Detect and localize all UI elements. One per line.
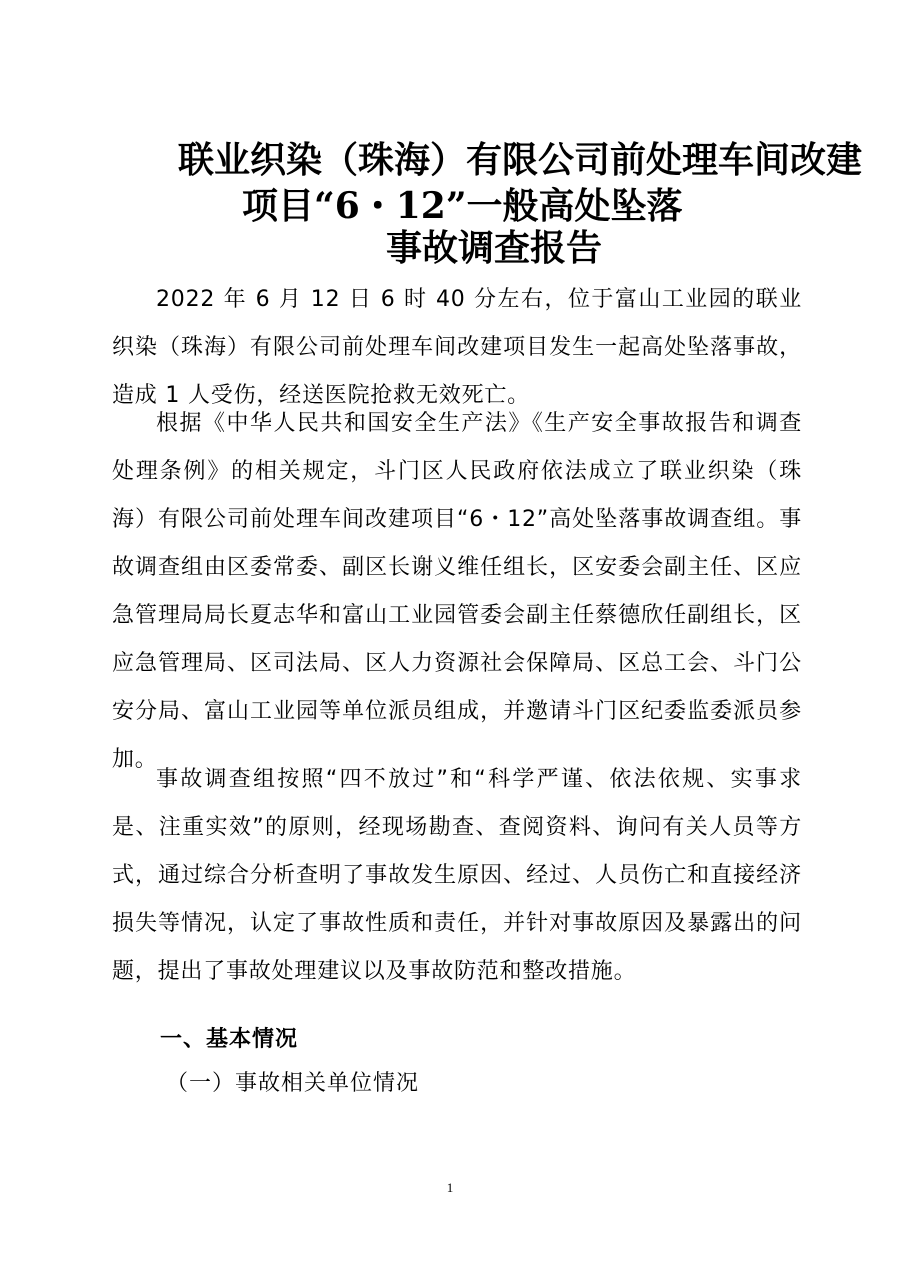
page-number: 1 bbox=[446, 1180, 454, 1195]
body-paragraph: 根据《中华人民共和国安全生产法》《生产安全事故报告和调查处理条例》的相关规定，斗门区人民政府依法成立了联业织染（珠海）有限公司前处理车间改建项目“6・12”高处坠落事故调查组。事故调查组由区委常委、副区长谢义维任组长，区安委会副主任、区应急管理局局长夏志华和富山工业园管委会副主任蔡德欣任副组长，区应急管理局、区司法局、区人力资源社会保障局、区总工会、斗门公安分局、富山工业园等单位派员组成，并邀请斗门区纪委监委派员参加。 bbox=[112, 411, 802, 772]
report-title-line-2: 项目“6・12”一般高处坠落 bbox=[242, 185, 683, 227]
report-title-line-3: 事故调查报告 bbox=[386, 227, 603, 269]
report-title-line-1: 联业织染（珠海）有限公司前处理车间改建 bbox=[178, 139, 863, 181]
body-paragraph: 2022 年 6 月 12 日 6 时 40 分左右，位于富山工业园的联业织染（珠海）有限公司前处理车间改建项目发生一起高处坠落事故，造成 1 人受伤，经送医院抢救无效死亡。 bbox=[112, 287, 802, 408]
subsection-heading: （一）事故相关单位情况 bbox=[166, 1071, 420, 1096]
section-heading: 一、基本情况 bbox=[160, 1027, 299, 1052]
body-paragraph: 事故调查组按照“四不放过”和“科学严谨、依法依规、实事求是、注重实效”的原则，经现场勘查、查阅资料、询问有关人员等方式，通过综合分析查明了事故发生原因、经过、人员伤亡和直接经济损失等情况，认定了事故性质和责任，并针对事故原因及暴露出的问题，提出了事故处理建议以及事故防范和整改措施。 bbox=[112, 767, 802, 984]
